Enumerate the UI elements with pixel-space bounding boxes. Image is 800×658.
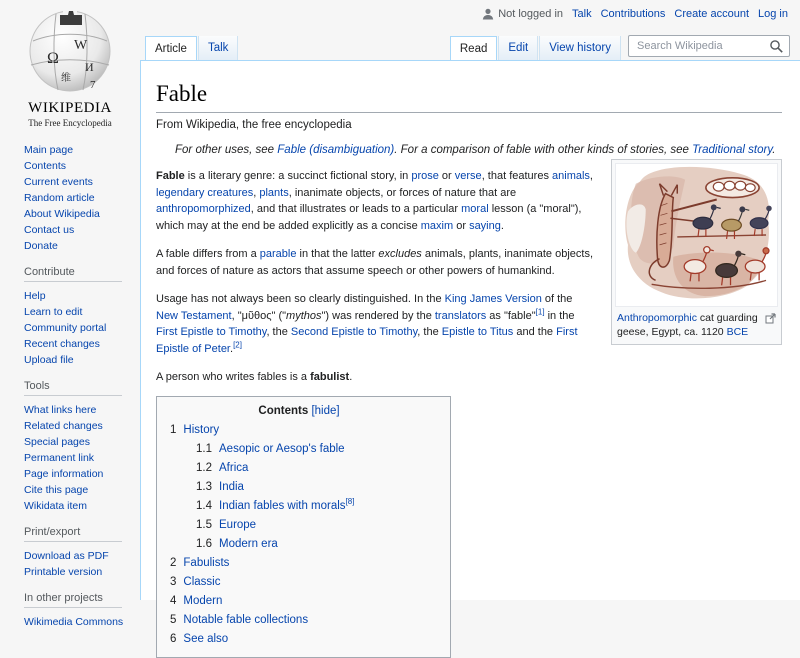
sidebar-item (24, 288, 140, 304)
toc-number: 6 (170, 632, 177, 645)
tab-view-history[interactable]: View history (539, 36, 621, 60)
sidebar-item (24, 238, 140, 254)
reference-link[interactable]: [8] (345, 496, 355, 506)
toc-link-modern[interactable]: Modern (183, 594, 223, 607)
sidebar-item-wikimedia-commons[interactable]: Wikimedia Commons (24, 616, 124, 628)
sidebar-section (24, 142, 140, 254)
svg-text:7: 7 (90, 79, 96, 91)
paragraph-2: A fable differs from a parable in that the latter excludes animals, plants, inanimate objects, and forces of nature as actors that assume speech or other powers of humankind. (156, 248, 594, 277)
hatnote: For other uses, see Fable (disambiguation). For a comparison of fable with other kinds of stories, see Traditional story. (175, 144, 776, 156)
sidebar-item (24, 548, 140, 564)
sidebar-item (24, 158, 140, 174)
paragraph-1: Fable is a literary genre: a succinct fictional story, in prose or verse, that features animals, legendary creatures, plants, inanimate objects, or forces of nature that are anthropomorphized, and that illustrates or leads to a particular moral lesson (a "moral"), which may at the end be added explicitly as a concise maxim or saying. (156, 170, 593, 232)
toc-hide-toggle[interactable]: [hide] (311, 404, 340, 417)
toc-link-indian-fables-with-morals[interactable]: Indian fables with morals (219, 499, 346, 512)
inline-link[interactable]: maxim (420, 219, 454, 232)
sidebar-heading-in-other-projects: In other projects (24, 592, 122, 608)
sidebar-item-wikidata-item[interactable]: Wikidata item (24, 500, 88, 512)
inline-link[interactable]: BCE (726, 326, 749, 338)
inline-link[interactable]: First Epistle of Peter (156, 326, 578, 355)
toc-row (170, 576, 428, 588)
toc-link-see-also[interactable]: See also (183, 632, 229, 645)
toc-list (170, 424, 428, 645)
page-title: Fable (156, 81, 782, 113)
toc-number: 1.3 (196, 480, 212, 493)
inline-link[interactable]: translators (434, 309, 487, 322)
toc-row (196, 538, 428, 550)
sidebar-item (24, 466, 140, 482)
enlarge-icon[interactable] (765, 312, 777, 324)
bold-text: fabulist (310, 371, 350, 383)
inline-link[interactable]: animals (552, 170, 590, 182)
inline-link[interactable]: prose (411, 170, 439, 182)
sidebar-item (24, 498, 140, 514)
inline-link[interactable]: legendary creatures (156, 186, 254, 199)
toc-row (170, 595, 428, 607)
sidebar-links (24, 548, 140, 580)
namespace-tabs (145, 36, 239, 60)
svg-text:И: И (85, 60, 94, 74)
inline-link[interactable]: Anthropomorphic (617, 312, 697, 324)
tab-read[interactable]: Read (450, 36, 498, 60)
sidebar-item (24, 434, 140, 450)
sidebar-section (24, 380, 140, 514)
site-subtitle: From Wikipedia, the free encyclopedia (156, 119, 352, 131)
toc-number: 1 (170, 423, 177, 436)
login-status: Not logged in (482, 8, 563, 20)
toc-link-india[interactable]: India (219, 480, 244, 493)
toc-row (196, 462, 428, 474)
sidebar-item-upload-file[interactable]: Upload file (24, 354, 74, 366)
inline-link[interactable]: Second Epistle to Timothy (290, 326, 418, 338)
wikipedia-logo[interactable] (0, 0, 140, 128)
sidebar-item-donate[interactable]: Donate (24, 240, 58, 252)
inline-link[interactable]: Traditional story (692, 144, 773, 156)
toc-row (196, 481, 428, 493)
toc-link-notable-fable-collections[interactable]: Notable fable collections (183, 613, 309, 626)
personal-link-create-account[interactable]: Create account (674, 8, 750, 20)
toc-link-fabulists[interactable]: Fabulists (183, 556, 230, 569)
view-tabs (450, 36, 622, 60)
sidebar-nav (0, 128, 140, 630)
reference-link[interactable]: [2] (233, 339, 242, 349)
search-box (628, 35, 790, 57)
personal-link-talk[interactable]: Talk (572, 8, 592, 20)
toc-number: 1.6 (196, 537, 212, 550)
sidebar-item (24, 190, 140, 206)
sidebar (0, 0, 140, 628)
toc-number: 4 (170, 594, 177, 607)
sidebar-links (24, 288, 140, 368)
inline-link[interactable]: anthropomorphized (156, 203, 251, 215)
thumbnail-box (611, 159, 782, 345)
wikipedia-globe-logo (27, 7, 113, 93)
toc-link-modern-era[interactable]: Modern era (219, 537, 278, 550)
inline-link[interactable]: New Testament (156, 309, 232, 322)
sidebar-item-main-page[interactable]: Main page (24, 144, 74, 156)
toc-link-africa[interactable]: Africa (219, 461, 249, 474)
tab-edit[interactable]: Edit (498, 36, 538, 60)
sidebar-item (24, 222, 140, 238)
sidebar-links (24, 402, 140, 514)
inline-link[interactable]: Fable (disambiguation) (277, 144, 395, 156)
inline-link[interactable]: verse (454, 170, 482, 182)
toc-row (196, 496, 428, 512)
sidebar-item-help[interactable]: Help (24, 290, 46, 302)
toc-number: 5 (170, 613, 177, 626)
personal-link-contributions[interactable]: Contributions (600, 8, 666, 20)
reference-link[interactable]: [1] (535, 306, 545, 316)
inline-link[interactable]: saying (469, 219, 501, 232)
toc-link-classic[interactable]: Classic (183, 575, 221, 588)
search-icon[interactable] (769, 39, 784, 54)
tab-article[interactable]: Article (145, 36, 197, 60)
svg-text:Ω: Ω (47, 50, 59, 67)
content-area (140, 60, 800, 645)
sidebar-item-about-wikipedia[interactable]: About Wikipedia (24, 208, 100, 220)
sidebar-item-community-portal[interactable]: Community portal (24, 322, 107, 334)
search-input[interactable] (629, 36, 767, 56)
inline-link[interactable]: First Epistle to Timothy (156, 326, 267, 338)
sidebar-item-what-links-here[interactable]: What links here (24, 404, 97, 416)
sidebar-links (24, 614, 140, 630)
sidebar-heading-tools: Tools (24, 380, 122, 396)
personal-link-log-in[interactable]: Log in (758, 8, 788, 20)
ostracon-image[interactable] (615, 163, 778, 307)
bold-text: Fable (156, 170, 185, 182)
toc-number: 2 (170, 556, 177, 569)
article-header (140, 0, 800, 60)
toc-number: 1.2 (196, 461, 212, 474)
thumbnail-caption: Anthropomorphic cat guarding geese, Egypt, ca. 1120 BCE (615, 307, 778, 341)
sidebar-links (24, 142, 140, 254)
sidebar-section (24, 526, 140, 580)
paragraph-4: A person who writes fables is a fabulist. (156, 371, 353, 383)
sidebar-item (24, 418, 140, 434)
toc-row (196, 443, 428, 455)
sidebar-item (24, 450, 140, 466)
wikipedia-wordmark: WIKIPEDIA (28, 100, 112, 116)
sidebar-item-download-as-pdf[interactable]: Download as PDF (24, 550, 109, 562)
sidebar-heading-print-export: Print/export (24, 526, 122, 542)
wikipedia-tagline: The Free Encyclopedia (28, 118, 112, 128)
tab-talk[interactable]: Talk (198, 36, 238, 60)
sidebar-item-learn-to-edit[interactable]: Learn to edit (24, 306, 83, 318)
sidebar-item (24, 564, 140, 580)
toc-number: 1.5 (196, 518, 212, 531)
sidebar-item (24, 336, 140, 352)
sidebar-item-recent-changes[interactable]: Recent changes (24, 338, 100, 350)
sidebar-item-permanent-link[interactable]: Permanent link (24, 452, 95, 464)
sidebar-item (24, 402, 140, 418)
inline-link[interactable]: King James Version (444, 293, 542, 305)
inline-link[interactable]: Epistle to Titus (441, 326, 514, 338)
sidebar-item-contact-us[interactable]: Contact us (24, 224, 75, 236)
sidebar-item-random-article[interactable]: Random article (24, 192, 95, 204)
sidebar-item-current-events[interactable]: Current events (24, 176, 93, 188)
sidebar-item-cite-this-page[interactable]: Cite this page (24, 484, 89, 496)
inline-link[interactable]: moral (461, 203, 489, 215)
svg-text:W: W (74, 38, 88, 53)
toc-row (170, 614, 428, 626)
sidebar-item (24, 304, 140, 320)
sidebar-item-page-information[interactable]: Page information (24, 468, 104, 480)
svg-text:维: 维 (61, 73, 71, 84)
sidebar-item (24, 206, 140, 222)
toc-row (196, 519, 428, 531)
toc-link-aesopic-or-aesop-s-fable[interactable]: Aesopic or Aesop's fable (219, 442, 345, 455)
toc-row (170, 633, 428, 645)
sidebar-item-related-changes[interactable]: Related changes (24, 420, 103, 432)
italic-text: excludes (378, 248, 422, 260)
toc-row (170, 424, 428, 436)
toc-number: 3 (170, 575, 177, 588)
sidebar-section (24, 592, 140, 630)
reference-link (233, 340, 242, 349)
table-of-contents (156, 396, 451, 658)
toc-row (170, 557, 428, 569)
sidebar-item-special-pages[interactable]: Special pages (24, 436, 90, 448)
sidebar-item (24, 320, 140, 336)
sidebar-item (24, 142, 140, 158)
reference-link (536, 307, 545, 316)
inline-link[interactable]: plants (259, 186, 289, 199)
inline-link[interactable]: parable (259, 248, 297, 260)
sidebar-item (24, 174, 140, 190)
sidebar-item (24, 352, 140, 368)
paragraph-3: Usage has not always been so clearly distinguished. In the King James Version of the New Testament, "μῦθος" ("mythos") was rendered by the translators as "fable"[1] in the First Epistle to Timothy, the Second Epistle to Timothy, the Epistle to Titus and the First Epistle of Peter.[2] (156, 293, 578, 355)
toc-link-europe[interactable]: Europe (219, 518, 257, 531)
sidebar-item (24, 614, 140, 630)
toc-link-history[interactable]: History (183, 423, 220, 436)
toc-title: Contents [hide] (258, 404, 340, 417)
toc-number: 1.4 (196, 499, 212, 512)
sidebar-item (24, 482, 140, 498)
italic-text: mythos (286, 309, 322, 322)
sidebar-heading-contribute: Contribute (24, 266, 122, 282)
toc-number: 1.1 (196, 442, 212, 455)
sidebar-item-contents[interactable]: Contents (24, 160, 67, 172)
sidebar-section (24, 266, 140, 368)
sidebar-item-printable-version[interactable]: Printable version (24, 566, 103, 578)
